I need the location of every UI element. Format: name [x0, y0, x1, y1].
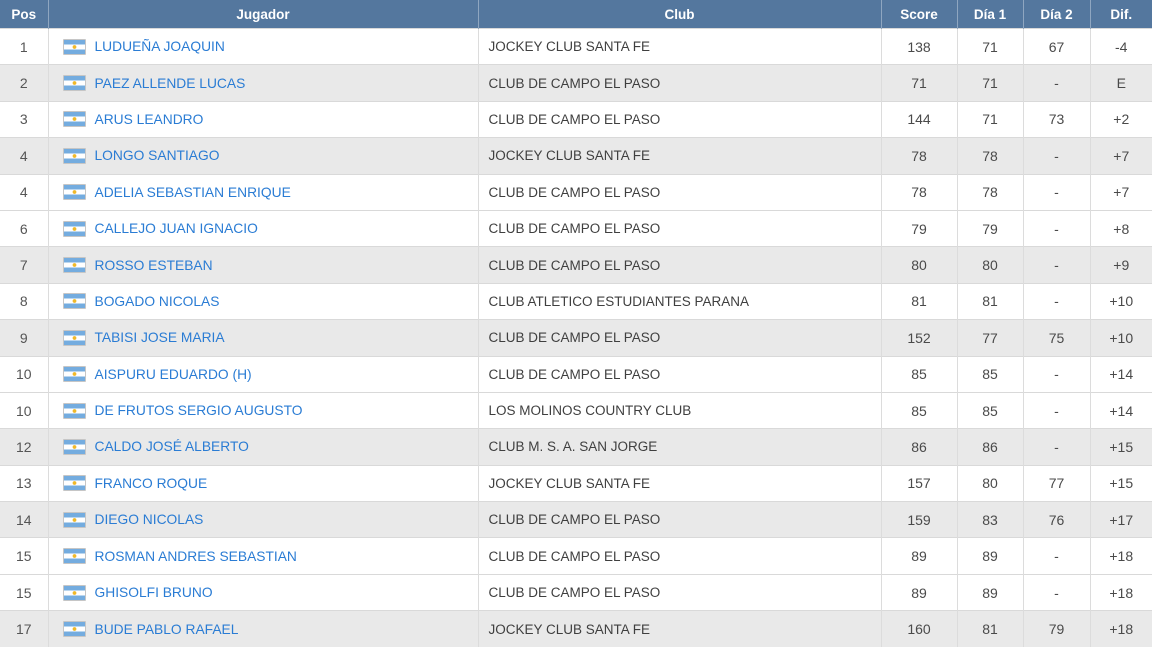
argentina-flag-icon — [63, 621, 86, 637]
player-cell — [48, 210, 478, 246]
player-cell — [48, 356, 478, 392]
dif-cell: +9 — [1090, 247, 1152, 283]
dif-cell: +15 — [1090, 465, 1152, 501]
dia2-cell: - — [1023, 356, 1090, 392]
dia1-cell: 83 — [957, 502, 1023, 538]
dif-cell: +18 — [1090, 538, 1152, 574]
table-row — [0, 465, 1152, 501]
dia1-cell: 80 — [957, 247, 1023, 283]
dif-cell: +17 — [1090, 502, 1152, 538]
dif-cell: +8 — [1090, 210, 1152, 246]
pos-cell: 12 — [0, 429, 48, 465]
club-cell: JOCKEY CLUB SANTA FE — [478, 138, 881, 174]
table-row — [0, 611, 1152, 647]
score-cell: 85 — [881, 392, 957, 428]
player-link[interactable]: DIEGO NICOLAS — [94, 512, 204, 528]
player-cell — [48, 101, 478, 137]
score-cell: 152 — [881, 320, 957, 356]
pos-cell: 6 — [0, 210, 48, 246]
dia2-cell: 76 — [1023, 502, 1090, 538]
club-cell: CLUB DE CAMPO EL PASO — [478, 538, 881, 574]
player-link[interactable]: AISPURU EDUARDO (H) — [94, 366, 252, 382]
club-cell: LOS MOLINOS COUNTRY CLUB — [478, 392, 881, 428]
club-cell: JOCKEY CLUB SANTA FE — [478, 611, 881, 647]
score-cell: 89 — [881, 538, 957, 574]
pos-cell: 15 — [0, 538, 48, 574]
pos-cell: 4 — [0, 174, 48, 210]
dif-cell: +18 — [1090, 611, 1152, 647]
dia1-cell: 80 — [957, 465, 1023, 501]
argentina-flag-icon — [63, 75, 86, 91]
dif-cell: +10 — [1090, 283, 1152, 319]
club-cell: CLUB DE CAMPO EL PASO — [478, 101, 881, 137]
table-row — [0, 356, 1152, 392]
club-cell: CLUB DE CAMPO EL PASO — [478, 574, 881, 610]
dia1-cell: 89 — [957, 574, 1023, 610]
dia1-cell: 71 — [957, 29, 1023, 65]
table-row — [0, 247, 1152, 283]
table-header — [0, 0, 1152, 29]
col-header-dia1: Día 1 — [957, 0, 1023, 29]
dif-cell: -4 — [1090, 29, 1152, 65]
argentina-flag-icon — [63, 403, 86, 419]
player-link[interactable]: LONGO SANTIAGO — [94, 148, 220, 164]
table-row — [0, 574, 1152, 610]
dif-cell: +2 — [1090, 101, 1152, 137]
dia2-cell: 73 — [1023, 101, 1090, 137]
score-cell: 71 — [881, 65, 957, 101]
player-link[interactable]: DE FRUTOS SERGIO AUGUSTO — [94, 403, 303, 419]
table-row — [0, 29, 1152, 65]
club-cell: CLUB DE CAMPO EL PASO — [478, 210, 881, 246]
table-row — [0, 101, 1152, 137]
dia2-cell: 75 — [1023, 320, 1090, 356]
player-cell — [48, 465, 478, 501]
dif-cell: +7 — [1090, 174, 1152, 210]
player-cell — [48, 502, 478, 538]
pos-cell: 4 — [0, 138, 48, 174]
dia1-cell: 71 — [957, 65, 1023, 101]
table-row — [0, 174, 1152, 210]
pos-cell: 8 — [0, 283, 48, 319]
table-row — [0, 392, 1152, 428]
dia2-cell: - — [1023, 210, 1090, 246]
dia1-cell: 86 — [957, 429, 1023, 465]
col-header-pos: Pos — [0, 0, 48, 29]
dia2-cell: - — [1023, 283, 1090, 319]
dia2-cell: - — [1023, 65, 1090, 101]
player-link[interactable]: ADELIA SEBASTIAN ENRIQUE — [94, 184, 291, 200]
table-row — [0, 283, 1152, 319]
argentina-flag-icon — [63, 221, 86, 237]
club-cell: JOCKEY CLUB SANTA FE — [478, 465, 881, 501]
dia1-cell: 89 — [957, 538, 1023, 574]
dia2-cell: - — [1023, 538, 1090, 574]
player-cell — [48, 538, 478, 574]
dia2-cell: - — [1023, 429, 1090, 465]
pos-cell: 10 — [0, 356, 48, 392]
pos-cell: 14 — [0, 502, 48, 538]
player-cell — [48, 392, 478, 428]
dia1-cell: 85 — [957, 392, 1023, 428]
score-cell: 89 — [881, 574, 957, 610]
dia1-cell: 71 — [957, 101, 1023, 137]
score-cell: 144 — [881, 101, 957, 137]
dia1-cell: 79 — [957, 210, 1023, 246]
argentina-flag-icon — [63, 548, 86, 564]
score-cell: 160 — [881, 611, 957, 647]
player-cell — [48, 29, 478, 65]
dia1-cell: 78 — [957, 138, 1023, 174]
table-row — [0, 538, 1152, 574]
argentina-flag-icon — [63, 512, 86, 528]
table-body — [0, 29, 1152, 647]
pos-cell: 3 — [0, 101, 48, 137]
player-link[interactable]: LUDUEÑA JOAQUIN — [94, 39, 225, 55]
pos-cell: 15 — [0, 574, 48, 610]
player-cell — [48, 138, 478, 174]
pos-cell: 9 — [0, 320, 48, 356]
score-cell: 78 — [881, 138, 957, 174]
player-link[interactable]: CALDO JOSÉ ALBERTO — [94, 439, 249, 455]
score-cell: 159 — [881, 502, 957, 538]
player-cell — [48, 429, 478, 465]
argentina-flag-icon — [63, 330, 86, 346]
club-cell: JOCKEY CLUB SANTA FE — [478, 29, 881, 65]
player-link[interactable]: GHISOLFI BRUNO — [94, 585, 213, 601]
dia1-cell: 77 — [957, 320, 1023, 356]
club-cell: CLUB DE CAMPO EL PASO — [478, 356, 881, 392]
player-link[interactable]: ROSSO ESTEBAN — [94, 257, 213, 273]
argentina-flag-icon — [63, 293, 86, 309]
dia2-cell: - — [1023, 392, 1090, 428]
dia1-cell: 85 — [957, 356, 1023, 392]
club-cell: CLUB DE CAMPO EL PASO — [478, 174, 881, 210]
player-cell — [48, 611, 478, 647]
player-cell — [48, 574, 478, 610]
score-cell: 138 — [881, 29, 957, 65]
dia2-cell: 67 — [1023, 29, 1090, 65]
dia1-cell: 78 — [957, 174, 1023, 210]
player-cell — [48, 320, 478, 356]
player-link[interactable]: CALLEJO JUAN IGNACIO — [94, 221, 258, 237]
argentina-flag-icon — [63, 184, 86, 200]
table-row — [0, 320, 1152, 356]
pos-cell: 17 — [0, 611, 48, 647]
dia1-cell: 81 — [957, 611, 1023, 647]
player-link[interactable]: BUDE PABLO RAFAEL — [94, 621, 239, 637]
pos-cell: 1 — [0, 29, 48, 65]
pos-cell: 2 — [0, 65, 48, 101]
argentina-flag-icon — [63, 366, 86, 382]
player-link[interactable]: ROSMAN ANDRES SEBASTIAN — [94, 548, 297, 564]
club-cell: CLUB DE CAMPO EL PASO — [478, 247, 881, 283]
argentina-flag-icon — [63, 257, 86, 273]
player-link[interactable]: TABISI JOSE MARIA — [94, 330, 225, 346]
score-cell: 81 — [881, 283, 957, 319]
player-link[interactable]: ARUS LEANDRO — [94, 111, 204, 127]
dia2-cell: - — [1023, 138, 1090, 174]
col-header-dia2: Día 2 — [1023, 0, 1090, 29]
score-cell: 78 — [881, 174, 957, 210]
table-row — [0, 502, 1152, 538]
argentina-flag-icon — [63, 148, 86, 164]
player-cell — [48, 247, 478, 283]
score-cell: 80 — [881, 247, 957, 283]
dif-cell: +14 — [1090, 356, 1152, 392]
player-cell — [48, 174, 478, 210]
dif-cell: +7 — [1090, 138, 1152, 174]
dia1-cell: 81 — [957, 283, 1023, 319]
player-link[interactable]: PAEZ ALLENDE LUCAS — [94, 75, 246, 91]
argentina-flag-icon — [63, 39, 86, 55]
dif-cell: E — [1090, 65, 1152, 101]
dia2-cell: 79 — [1023, 611, 1090, 647]
dia2-cell: - — [1023, 247, 1090, 283]
player-cell — [48, 283, 478, 319]
col-header-club: Club — [478, 0, 881, 29]
col-header-dif: Dif. — [1090, 0, 1152, 29]
table-row — [0, 429, 1152, 465]
dif-cell: +10 — [1090, 320, 1152, 356]
table-row — [0, 65, 1152, 101]
col-header-score: Score — [881, 0, 957, 29]
club-cell: CLUB DE CAMPO EL PASO — [478, 65, 881, 101]
argentina-flag-icon — [63, 475, 86, 491]
argentina-flag-icon — [63, 439, 86, 455]
argentina-flag-icon — [63, 585, 86, 601]
dia2-cell: - — [1023, 174, 1090, 210]
player-cell — [48, 65, 478, 101]
score-cell: 86 — [881, 429, 957, 465]
argentina-flag-icon — [63, 111, 86, 127]
club-cell: CLUB M. S. A. SAN JORGE — [478, 429, 881, 465]
club-cell: CLUB ATLETICO ESTUDIANTES PARANA — [478, 283, 881, 319]
score-cell: 79 — [881, 210, 957, 246]
dif-cell: +18 — [1090, 574, 1152, 610]
pos-cell: 13 — [0, 465, 48, 501]
player-link[interactable]: BOGADO NICOLAS — [94, 293, 220, 309]
pos-cell: 7 — [0, 247, 48, 283]
col-header-player: Jugador — [48, 0, 478, 29]
header-row — [0, 0, 1152, 29]
score-cell: 85 — [881, 356, 957, 392]
dif-cell: +14 — [1090, 392, 1152, 428]
dia2-cell: - — [1023, 574, 1090, 610]
player-link[interactable]: FRANCO ROQUE — [94, 475, 208, 491]
club-cell: CLUB DE CAMPO EL PASO — [478, 502, 881, 538]
table-row — [0, 138, 1152, 174]
score-cell: 157 — [881, 465, 957, 501]
dia2-cell: 77 — [1023, 465, 1090, 501]
pos-cell: 10 — [0, 392, 48, 428]
table-row — [0, 210, 1152, 246]
dif-cell: +15 — [1090, 429, 1152, 465]
club-cell: CLUB DE CAMPO EL PASO — [478, 320, 881, 356]
